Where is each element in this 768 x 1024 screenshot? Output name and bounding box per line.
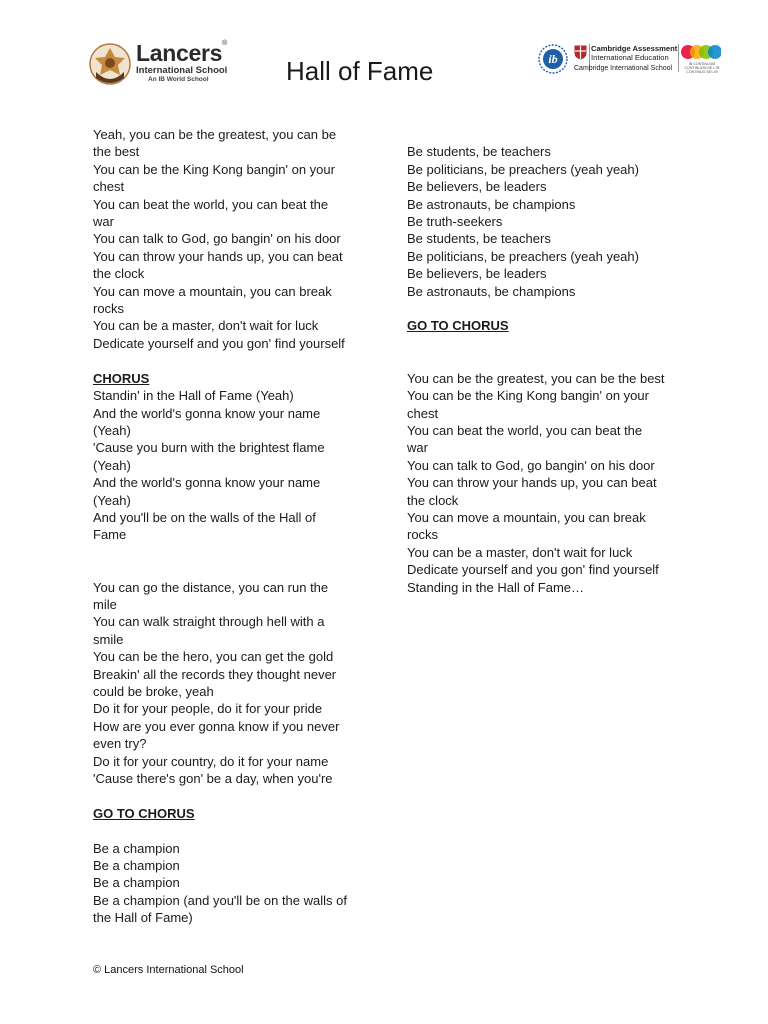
- lyric-line: 'Cause you burn with the brightest flame: [93, 440, 325, 456]
- lyric-line: the best: [93, 144, 140, 160]
- lyrics-left-column: [93, 126, 363, 927]
- blank-line: [93, 544, 363, 561]
- lyric-line: You can move a mountain, you can break: [93, 283, 332, 299]
- lyric-line: You can talk to God, go bangin' on his door: [407, 457, 655, 473]
- ib-continuum-text: [681, 62, 723, 75]
- lyric-line: You can be a master, don't wait for luck: [407, 544, 633, 560]
- cambridge-line-1: Cambridge Assessment: [591, 44, 678, 53]
- continuum-text-line: IB CONTINUUM: [688, 62, 716, 66]
- ib-globe-icon: [538, 44, 568, 74]
- lyric-line: Do it for your people, do it for your pride: [93, 701, 323, 717]
- blank-line: [407, 300, 683, 317]
- lyric-line: You can be the greatest, you can be the best: [407, 370, 665, 386]
- lyric-line: Be believers, be leaders: [407, 179, 547, 195]
- lyric-line: war: [93, 214, 114, 230]
- lyric-line: Be a champion: [93, 858, 180, 874]
- school-name: Lancers®: [136, 40, 227, 66]
- lyric-line: And the world's gonna know your name: [93, 475, 321, 491]
- school-subtitle: International School: [136, 65, 228, 76]
- bridge: [407, 143, 683, 300]
- lyric-line: (Yeah): [93, 492, 131, 508]
- lyric-line: the clock: [407, 492, 459, 508]
- lyric-line: You can go the distance, you can run the: [93, 579, 329, 595]
- lyric-line: smile: [93, 631, 124, 647]
- lyrics-right-column: [407, 126, 683, 596]
- lyric-line: Be students, be teachers: [407, 144, 551, 160]
- outro: [93, 840, 363, 927]
- lyric-line: Be a champion: [93, 840, 180, 856]
- lyric-line: (Yeah): [93, 457, 131, 473]
- lyric-line: Be believers, be leaders: [407, 266, 547, 282]
- ib-continuum-logo-icon: [681, 42, 721, 62]
- blank-line: [93, 561, 363, 578]
- lyric-line: You can walk straight through hell with a: [93, 614, 325, 630]
- lyric-line: You can beat the world, you can beat the: [407, 422, 643, 438]
- blank-line: [93, 787, 363, 804]
- ib-logo: [538, 44, 568, 74]
- svg-text:ib: ib: [548, 52, 558, 66]
- lyric-line: could be broke, yeah: [93, 684, 214, 699]
- lyric-line: (Yeah): [93, 422, 131, 438]
- go-to-chorus-heading: GO TO CHORUS: [93, 805, 195, 821]
- lyric-line: mile: [93, 596, 117, 612]
- lyric-line: Be truth-seekers: [407, 214, 503, 230]
- lyric-line: You can be a master, don't wait for luck: [93, 318, 319, 334]
- lyric-line: rocks: [407, 527, 439, 543]
- lyric-line: even try?: [93, 736, 147, 752]
- lyric-line: Fame: [93, 527, 127, 543]
- lyric-line: Standing in the Hall of Fame…: [407, 579, 585, 595]
- lyric-line: You can throw your hands up, you can beat: [407, 475, 657, 491]
- cambridge-line-3: Cambridge International School: [574, 65, 673, 72]
- school-crest-icon: [88, 42, 132, 86]
- lyric-line: the clock: [93, 266, 145, 282]
- go-to-chorus-heading: GO TO CHORUS: [407, 318, 509, 334]
- lyric-line: rocks: [93, 301, 125, 317]
- lyric-line: You can be the King Kong bangin' on your: [407, 388, 649, 404]
- lyric-line: Be politicians, be preachers (yeah yeah): [407, 248, 639, 264]
- lyric-line: You can be the King Kong bangin' on your: [93, 161, 335, 177]
- footer-copyright: © Lancers International School: [93, 964, 244, 976]
- partner-logos: [538, 42, 724, 76]
- blank-line: [407, 126, 683, 143]
- lyric-line: Be astronauts, be champions: [407, 283, 576, 299]
- lyric-line: the Hall of Fame): [93, 910, 193, 926]
- verse-1: [93, 126, 363, 352]
- blank-line: [93, 822, 363, 839]
- lyric-line: Be politicians, be preachers (yeah yeah): [407, 161, 639, 177]
- cambridge-shield-icon: [574, 45, 587, 60]
- lyric-line: Be a champion: [93, 875, 180, 891]
- lyric-line: Be a champion (and you'll be on the walls of: [93, 892, 347, 908]
- continuum-text-line: CONTINUO DEL IB: [686, 70, 718, 75]
- lyric-line: war: [407, 440, 428, 456]
- chorus: [93, 387, 363, 544]
- lyric-line: Dedicate yourself and you gon' find yourself: [407, 562, 659, 578]
- final-verse: [407, 370, 683, 596]
- cambridge-line-2: International Education: [591, 53, 669, 62]
- lyric-line: You can be the hero, you can get the gold: [93, 649, 334, 665]
- lyric-line: chest: [407, 405, 439, 421]
- blank-line: [93, 352, 363, 369]
- lyric-line: Be students, be teachers: [407, 231, 551, 247]
- continuum-text-line: CONTINUUM DE L'IB: [684, 66, 720, 71]
- lyric-line: 'Cause there's gon' be a day, when you're: [93, 771, 333, 787]
- lyric-line: chest: [93, 179, 125, 195]
- verse-2: [93, 579, 363, 788]
- school-tagline: An IB World School: [148, 76, 209, 83]
- lyric-line: You can move a mountain, you can break: [407, 509, 646, 525]
- blank-line: [407, 335, 683, 352]
- lyric-line: And the world's gonna know your name: [93, 405, 321, 421]
- lyric-line: You can throw your hands up, you can beat: [93, 248, 343, 264]
- lyric-line: You can talk to God, go bangin' on his door: [93, 231, 341, 247]
- lyric-line: Do it for your country, do it for your name: [93, 753, 329, 769]
- blank-line: [407, 352, 683, 369]
- divider: [678, 44, 679, 72]
- lyric-line: Standin' in the Hall of Fame (Yeah): [93, 388, 294, 404]
- page-title: Hall of Fame: [286, 56, 434, 86]
- lyric-line: You can beat the world, you can beat the: [93, 196, 329, 212]
- lyric-line: Yeah, you can be the greatest, you can be: [93, 127, 337, 142]
- chorus-heading: CHORUS: [93, 370, 150, 386]
- lyric-line: And you'll be on the walls of the Hall of: [93, 509, 316, 525]
- school-logo: [88, 40, 240, 86]
- lyric-line: Dedicate yourself and you gon' find yourself: [93, 335, 345, 351]
- lyric-line: Breakin' all the records they thought never: [93, 666, 337, 682]
- lyric-line: How are you ever gonna know if you never: [93, 718, 340, 734]
- lyric-line: Be astronauts, be champions: [407, 196, 576, 212]
